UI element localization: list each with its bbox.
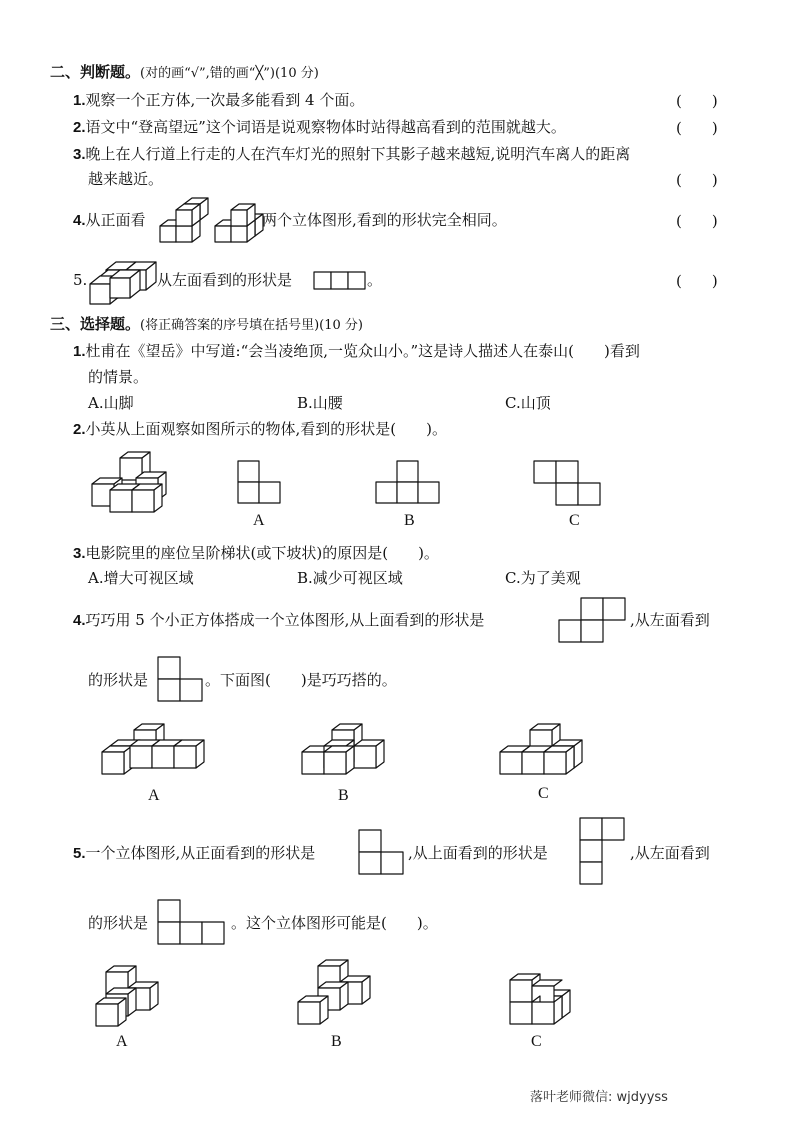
s3-q5-label-b: B — [331, 1033, 342, 1050]
s2-q2-text: 语文中“登高望远”这个词语是说观察物体时站得越高看到的范围就越大。 — [85, 118, 566, 136]
s3-q5-option-c-figure[interactable] — [508, 970, 570, 1034]
s3-q5-text-line2-end: 。这个立体图形可能是( )。 — [231, 914, 438, 932]
section-3-heading — [50, 314, 363, 336]
s2-q2-answer-blank[interactable]: ( ) — [676, 119, 718, 137]
s2-q5-number: 5. — [73, 271, 88, 289]
s3-q5-label-c: C — [531, 1033, 542, 1050]
s3-q3-text: 电影院里的座位呈阶梯状(或下坡状)的原因是( )。 — [85, 544, 439, 562]
s3-q5-front-view-shape — [358, 829, 408, 875]
s3-q4-text-b: ,从左面看到 — [630, 611, 710, 629]
s3-q4-text-line2: 的形状是 — [88, 671, 149, 689]
s2-q4-answer-blank[interactable]: ( ) — [676, 212, 718, 230]
s3-q4-top-view-shape — [558, 597, 630, 643]
s3-q1-text-line2: 的情景。 — [88, 368, 149, 386]
s2-q5-period: 。 — [367, 271, 383, 289]
section-2-title: 二、判断题。 — [50, 63, 141, 81]
s3-q2-option-b-shape[interactable] — [375, 460, 443, 506]
s3-q1-option-a[interactable]: A.山脚 — [88, 394, 134, 412]
s3-q4-text: 巧巧用 5 个小正方体搭成一个立体图形,从上面看到的形状是 — [85, 611, 485, 629]
s3-q2 — [73, 419, 447, 440]
s3-q2-label-a: A — [253, 512, 265, 529]
s2-q3-answer-blank[interactable]: ( ) — [676, 171, 718, 189]
s3-q4-option-b-figure[interactable] — [300, 716, 390, 780]
s2-q4-lead — [73, 210, 146, 231]
s3-q5-top-view-shape — [579, 817, 629, 887]
s3-q2-option-a-shape[interactable] — [237, 460, 283, 506]
s3-q4-option-c-figure[interactable] — [498, 716, 588, 780]
section-2-note: (对的画“√”,错的画“╳”)(10 分) — [140, 66, 319, 81]
s3-q5-text: 一个立体图形,从正面看到的形状是 — [85, 844, 316, 862]
section-3-note: (将正确答案的序号填在括号里)(10 分) — [140, 318, 363, 333]
s2-q3-text-line2: 越来越近。 — [88, 170, 164, 188]
s3-q4-label-a: A — [148, 787, 160, 804]
s3-q4-text-line2-end: 。下面图( )是巧巧搭的。 — [205, 671, 397, 689]
s3-q4-label-b: B — [338, 787, 349, 804]
s3-q1-number: 1. — [73, 343, 86, 360]
s2-q1-answer-blank[interactable]: ( ) — [676, 92, 718, 110]
s3-q5-text-c: ,从左面看到 — [630, 844, 710, 862]
s3-q5-option-b-figure[interactable] — [296, 958, 376, 1034]
s2-q3-text: 晚上在人行道上行走的人在汽车灯光的照射下其影子越来越短,说明汽车离人的距离 — [85, 145, 631, 163]
s3-q5-text-line2: 的形状是 — [88, 914, 149, 932]
s3-q1 — [73, 341, 640, 362]
section-2-heading — [50, 62, 319, 84]
s3-q2-number: 2. — [73, 421, 86, 438]
s2-q3 — [73, 144, 630, 165]
s3-q2-label-b: B — [404, 512, 415, 529]
s2-q4-solid-figure-2 — [213, 196, 263, 244]
s2-q2-number: 2. — [73, 119, 86, 136]
s3-q5-option-a-figure[interactable] — [94, 964, 174, 1034]
s3-q1-option-b[interactable]: B.山腰 — [297, 394, 343, 412]
s2-q1-text: 观察一个正方体,一次最多能看到 4 个面。 — [85, 91, 365, 109]
s3-q5-number: 5. — [73, 845, 86, 862]
s3-q5-left-view-shape — [157, 899, 229, 945]
s3-q4-option-a-figure[interactable] — [100, 716, 210, 780]
s3-q2-label-c: C — [569, 512, 580, 529]
watermark-text: 落叶老师微信: wjdyyss — [530, 1090, 668, 1105]
s2-q4-solid-figure-1 — [158, 196, 208, 244]
s3-q2-option-c-shape[interactable] — [533, 460, 603, 506]
s2-q5-text-post: 从左面看到的形状是 — [157, 271, 293, 289]
s2-q5-view-shape — [313, 271, 367, 291]
s3-q4-label-c: C — [538, 785, 549, 802]
s3-q3-option-a[interactable]: A.增大可视区域 — [88, 569, 194, 587]
s2-q4-number: 4. — [73, 212, 86, 229]
s3-q4 — [73, 610, 484, 631]
section-3-title: 三、选择题。 — [50, 315, 141, 333]
s3-q1-text: 杜甫在《望岳》中写道:“会当凌绝顶,一览众山小。”这是诗人描述人在泰山( )看到 — [85, 342, 640, 360]
s3-q4-left-view-shape — [157, 656, 205, 702]
s3-q4-number: 4. — [73, 612, 86, 629]
s2-q1-number: 1. — [73, 92, 86, 109]
s3-q1-option-c[interactable]: C.山顶 — [505, 394, 551, 412]
s3-q3-option-b[interactable]: B.减少可视区域 — [297, 569, 403, 587]
s3-q3-number: 3. — [73, 545, 86, 562]
s3-q2-solid-figure — [90, 448, 170, 514]
s3-q5-text-b: ,从上面看到的形状是 — [408, 844, 548, 862]
s3-q5 — [73, 843, 315, 864]
s2-q5-solid-figure — [88, 256, 156, 304]
s2-q3-number: 3. — [73, 146, 86, 163]
s3-q3-option-c[interactable]: C.为了美观 — [505, 569, 581, 587]
s2-q5-answer-blank[interactable]: ( ) — [676, 272, 718, 290]
s2-q4-text-post: 两个立体图形,看到的形状完全相同。 — [262, 211, 507, 229]
s3-q3 — [73, 543, 439, 564]
s3-q5-label-a: A — [116, 1033, 128, 1050]
s3-q2-text: 小英从上面观察如图所示的物体,看到的形状是( )。 — [85, 420, 447, 438]
s2-q1 — [73, 90, 364, 111]
s2-q2 — [73, 117, 566, 138]
s2-q4-text-pre: 从正面看 — [85, 211, 146, 229]
